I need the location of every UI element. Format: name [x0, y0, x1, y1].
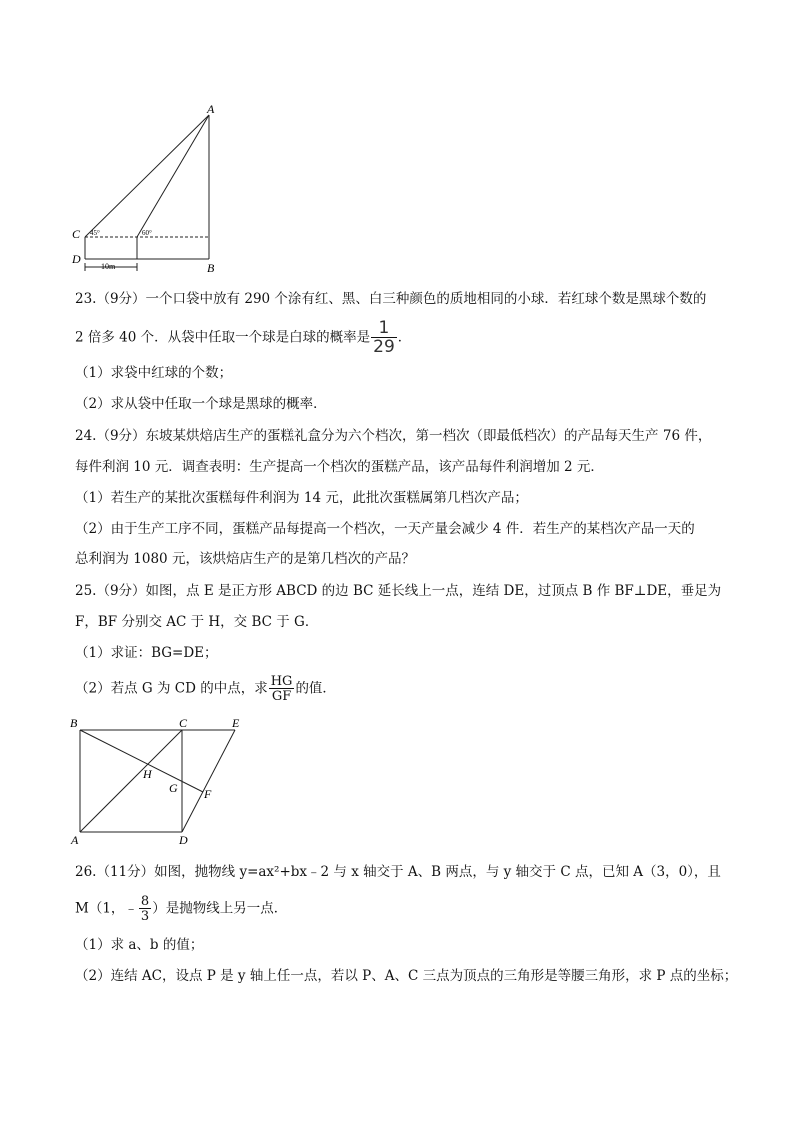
- label-d: D: [72, 252, 81, 266]
- q26-sub2: （2）连结 AC，设点 P 是 y 轴上任一点，若以 P、A、C 三点为顶点的三角形是等腰三角形，求 P 点的坐标；: [75, 968, 738, 984]
- label-c: C: [72, 227, 81, 241]
- q23-sub1: （1）求袋中红球的个数；: [75, 365, 233, 381]
- q25-sub2-suffix: 的值．: [295, 680, 336, 697]
- angle-45-label: 45°: [90, 229, 100, 237]
- line-c-a: [85, 115, 209, 237]
- q25-fraction: [269, 675, 295, 703]
- q25-sub2: [75, 675, 336, 703]
- label-d2: D: [179, 833, 188, 847]
- q25-sub1: （1）求证：BG=DE；: [75, 645, 218, 661]
- q24-line2: 每件利润 10 元．调查表明：生产提高一个档次的蛋糕产品，该产品每件利润增加 2 元．: [75, 459, 604, 475]
- q26-frac-num: 8: [140, 894, 150, 909]
- label-c2: C: [179, 716, 188, 730]
- label-a2: A: [71, 833, 79, 847]
- diagonal-ac: [80, 730, 182, 832]
- q24-line1: 24.（9分）东坡某烘焙店生产的蛋糕礼盒分为六个档次，第一档次（即最低档次）的产品每天生产 76 件，: [75, 428, 712, 444]
- q23-frac-num: 1: [378, 318, 390, 338]
- line-de: [182, 730, 235, 832]
- q26-line1: 26.（11分）如图，抛物线 y=ax²+bx﹣2 与 x 轴交于 A、B 两点，与 y 轴交于 C 点，已知 A（3，0），且: [75, 864, 721, 880]
- q26-sub1: （1）求 a、b 的值；: [75, 937, 204, 953]
- q24-sub2a: （2）由于生产工序不同，蛋糕产品每提高一个档次，一天产量会减少 4 件．若生产的某档次产品一天的: [75, 521, 695, 537]
- q25-line2: F，BF 分别交 AC 于 H，交 BC 于 G．: [75, 614, 319, 630]
- q25-sub2-prefix: （2）若点 G 为 CD 的中点，求: [75, 680, 268, 697]
- square-figure: [65, 712, 255, 852]
- label-b2: B: [70, 716, 78, 730]
- q25-frac-num: HG: [270, 674, 293, 689]
- q26-line2-suffix: ）是抛物线上另一点．: [152, 900, 288, 917]
- q24-sub2b: 总利润为 1080 元，该烘焙店生产的是第几档次的产品？: [75, 551, 415, 567]
- q26-frac-den: 3: [140, 909, 150, 924]
- q25-frac-den: GF: [269, 688, 295, 703]
- q23-fraction: [371, 320, 397, 356]
- line-bf: [80, 730, 203, 792]
- angle-60-label: 60°: [142, 229, 152, 237]
- q26-fraction: [139, 895, 151, 923]
- distance-label: 10m: [101, 262, 116, 271]
- q23-line1: 23.（9分）一个口袋中放有 290 个涂有红、黑、白三种颜色的质地相同的小球．若红球个数是黑球个数的: [75, 291, 707, 307]
- q23-line2-prefix: 2 倍多 40 个．从袋中任取一个球是白球的概率是: [75, 329, 371, 346]
- q26-line2-prefix: M（1，﹣: [75, 900, 138, 917]
- height-measurement-figure: [60, 100, 230, 275]
- line-e-a: [137, 115, 209, 237]
- q26-line2: [75, 895, 287, 923]
- label-g2: G: [169, 781, 178, 795]
- q23-sub2: （2）求从袋中任取一个球是黑球的概率．: [75, 396, 327, 412]
- q23-frac-den: 29: [373, 337, 395, 357]
- q23-line2: [75, 320, 411, 356]
- q25-line1: 25.（9分）如图，点 E 是正方形 ABCD 的边 BC 延长线上一点，连结 DE，过顶点 B 作 BF⊥DE，垂足为: [75, 583, 722, 599]
- label-e2: E: [232, 716, 240, 730]
- label-a: A: [207, 102, 215, 116]
- label-f2: F: [204, 787, 212, 801]
- label-h2: H: [143, 767, 152, 781]
- q23-line2-suffix: ．: [397, 329, 412, 346]
- q24-sub1: （1）若生产的某批次蛋糕每件利润为 14 元，此批次蛋糕属第几档次产品；: [75, 490, 528, 506]
- label-b: B: [207, 261, 215, 275]
